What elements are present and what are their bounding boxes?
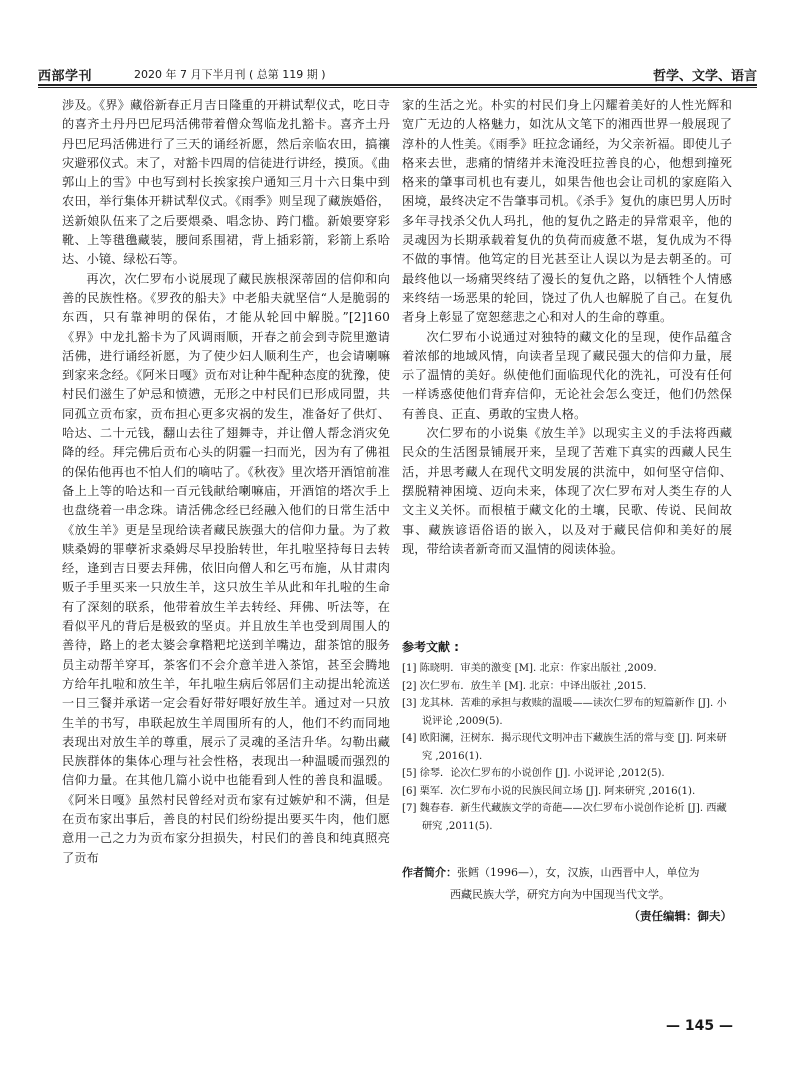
reference-item: [5] 徐琴．论次仁罗布的小说创作 [J]. 小说评论 ,2012(5). [402, 768, 665, 779]
author-bio-line: 西藏民族大学，研究方向为中国现当代文学。 [450, 888, 670, 901]
page-number: — 145 — [666, 1018, 733, 1034]
author-bio-line: 张鳕（1996—），女，汉族，山西晋中人，单位为 [457, 866, 700, 879]
reference-item: [6] 栗军．次仁罗布小说的民族民间立场 [J]. 阿来研究 ,2016(1). [402, 785, 696, 797]
page-header [38, 62, 757, 84]
reference-item: [4] 欧阳澜，汪树东．揭示现代文明冲击下藏族生活的常与变 [J]. 阿来研究 ,2016(1). [402, 733, 727, 762]
header-rule-thick [38, 84, 757, 86]
body-paragraph: 次仁罗布的小说集《放生羊》以现实主义的手法将西藏民众的生活图景铺展开来，呈现了苦难下真实的西藏人民生活，并思考藏人在现代文明发展的洪流中，如何坚守信仰、摆脱精神困境、迈向未来，体现了次仁罗布对人类生存的人文主义关怀。而根植于藏文化的土壤，民歌、传说、民间故事、藏族谚语俗语的嵌入，以及对于藏民信仰和美好的展现，带给读者新奇而又温情的阅读体验。 [402, 426, 732, 556]
body-paragraph: 次仁罗布小说通过对独特的藏文化的呈现，使作品蕴含着浓郁的地域风情，向读者呈现了藏民强大的信仰力量，展示了温情的美好。纵使他们面临现代化的洗礼，可没有任何一样诱惑使他们背弃信仰，无论社会怎么变迁，他们仍然保有善良、正直、勇敢的宝贵人格。 [402, 329, 732, 421]
left-column [62, 96, 390, 1006]
author-bio-label: 作者简介： [402, 866, 457, 879]
references-list [402, 660, 732, 835]
header-rule-thin [38, 87, 757, 88]
body-paragraph: 涉及。《界》藏俗新春正月吉日隆重的开耕试犁仪式，吃日寺的喜齐土丹丹巴尼玛活佛带着僧众驾临龙扎豁卡。喜齐土丹丹巴尼玛活佛进行了三天的诵经祈愿，然后亲临农田，搞禳灾避邪仪式。末了，对豁卡四周的信徒进行讲经，摸顶。《曲郭山上的雪》中也写到村长挨家挨户通知三月十六日集中到农田，举行集体开耕试犁仪式。《雨季》则呈现了藏族婚俗，送新娘队伍来了之后要煨桑、唱念协、跨门槛。新娘要穿彩靴、上等氆氇藏装，腰间系围裙，背上插彩箭，彩箭上系哈达、小镜、绿松石等。 [62, 98, 390, 267]
reference-item: [3] 龙其林．苦难的承担与救赎的温暖——读次仁罗布的短篇新作 [J]. 小说评论 ,2009(5). [402, 698, 727, 727]
references-title: 参考文献 : [402, 640, 459, 654]
reference-item: [7] 魏春春．新生代藏族文学的奇葩——次仁罗布小说创作论析 [J]. 西藏研究 ,2011(5). [402, 803, 727, 832]
right-column [402, 96, 732, 596]
section-title: 哲学、文学、语言 [652, 69, 757, 84]
body-paragraph: 再次，次仁罗布小说展现了藏民族根深蒂固的信仰和向善的民族性格。《罗孜的船夫》中老船夫就坚信“人是脆弱的东西，只有靠神明的保佑，才能从轮回中解脱。”[2]160《界》中龙扎豁卡为了风调雨顺，开春之前会到寺院里邀请活佛，进行诵经祈愿，为了使少妇人顺利生产，也会请喇嘛到家来念经。《阿米日嘎》贡布对让种牛配种态度的犹豫，使村民们滋生了妒忌和愤懑，无形之中村民们已形成同盟，共同孤立贡布家，贡布担心更多灾祸的发生，准备好了供灯、哈达、二十元钱，翻山去往了翅舞寺，并让僧人帮念消灾免降的经。拜完佛后贡布心头的阴霾一扫而光，因为有了佛祖的保佑他再也不怕人们的嘀咕了。《秋夜》里次塔开酒馆前准备上上等的哈达和一百元钱献给喇嘛庙，开酒馆的塔次手上也盘绕着一串念珠。请活佛念经已经融入他们的日常生活中《放生羊》更是呈现给读者藏民族强大的信仰力量。为了救赎桑姆的罪孽祈求桑姆尽早投胎转世，年扎啦坚持每日去转经，逢到吉日要去拜佛，依旧向僧人和乞丐布施，从甘肃肉贩子手里买来一只放生羊，这只放生羊从此和年扎啦的生命有了深刻的联系，他带着放生羊去转经、拜佛、听法等，在看似平凡的背后是极致的坚贞。并且放生羊也受到周围人的善待，路上的老太婆会拿糌粑坨送到羊嘴边，甜茶馆的服务员主动帮羊穿耳，茶客们不会介意羊进入茶馆，甚至会腾地方给年扎啦和放生羊，年扎啦生病后邻居们主动提出轮流送一日三餐并承诺一定会看好带好喂好放生羊。通过对一只放生羊的书写，串联起放生羊周围所有的人，他们不约而同地表现出对放生羊的尊重，展示了灵魂的圣洁升华。勾勒出藏民族群体的集体心理与社会性格，表现出一种温暖而强烈的信仰力量。在其他几篇小说中也能看到人性的善良和温暖。《阿米日嘎》虽然村民曾经对贡布家有过嫉妒和不满，但是在贡布家出事后，善良的村民们纷纷提出要买牛肉，他们愿意用一己之力为贡布家分担损失，村民们的善良和纯真照亮了贡布 [62, 271, 390, 865]
body-paragraph: 家的生活之光。朴实的村民们身上闪耀着美好的人性光辉和宽广无边的人格魅力，如沈从文笔下的湘西世界一般展现了淳朴的人性美。《雨季》旺拉念诵经，为父亲祈福。即使儿子格来去世，悲痛的情绪并未淹没旺拉善良的心，他想到撞死格来的肇事司机也有妻儿，如果告他也会让司机的家庭陷入困境，最终决定不告肇事司机。《杀手》复仇的康巴男人历时多年寻找杀父仇人玛扎，他的复仇之路走的异常艰辛，他的灵魂因为长期承载着复仇的负荷而疲惫不堪，复仇成为不得不做的事情。他笃定的目光甚至让人误以为是去朝圣的。可最终他以一场痛哭终结了漫长的复仇之路，以牺牲个人情感来终结一场恶果的轮回，饶过了仇人也解脱了自己。在复仇者身上彰显了宽恕慈悲之心和对人的生命的尊重。 [402, 98, 732, 325]
author-bio [402, 862, 732, 906]
reference-item: [2] 次仁罗布．放生羊 [M]. 北京：中译出版社 ,2015. [402, 680, 647, 692]
responsible-editor: （责任编辑：御夫） [628, 909, 732, 923]
issue-info: 2020 年 7 月下半月刊 ( 总第 119 期 ) [134, 68, 326, 81]
journal-masthead: 西部学刊 [38, 69, 93, 84]
reference-item: [1] 陈晓明．审美的激变 [M]. 北京：作家出版社 ,2009. [402, 663, 657, 674]
